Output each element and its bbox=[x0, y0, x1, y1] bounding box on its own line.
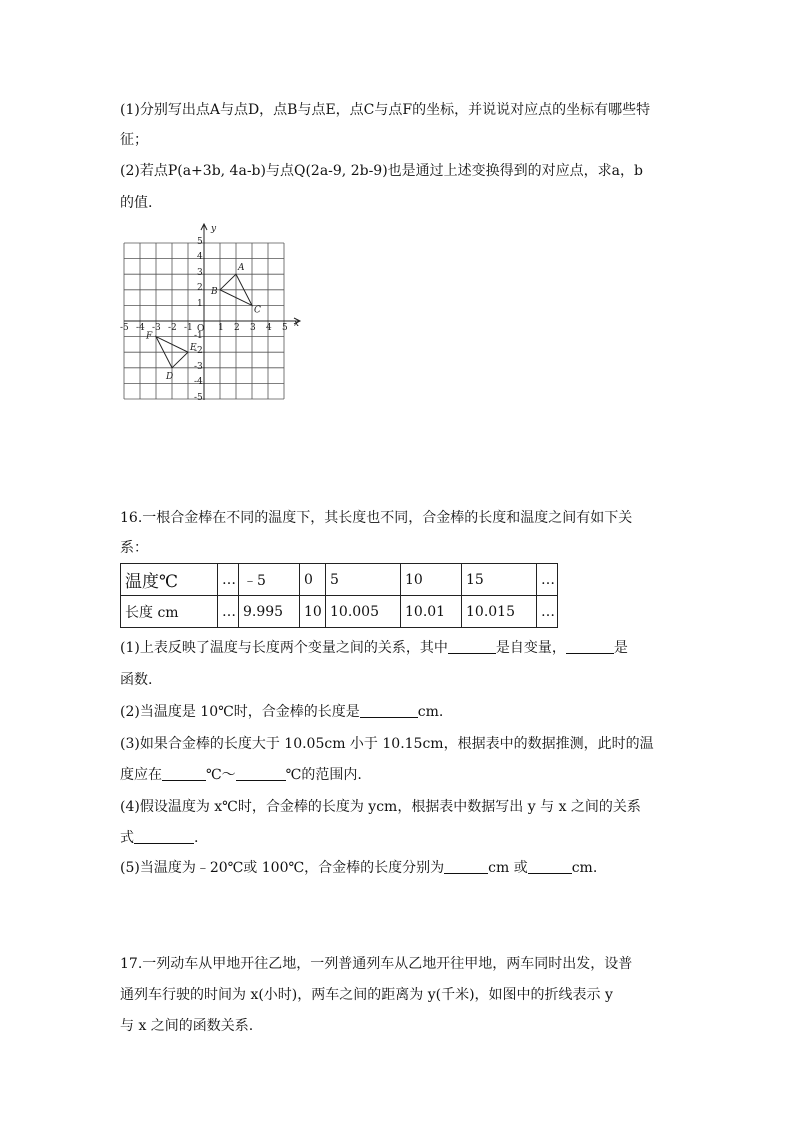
q16-part4-line2 bbox=[120, 828, 198, 848]
q16-part1-text-c: 是 bbox=[613, 640, 628, 656]
q16-part3-line2 bbox=[120, 765, 362, 785]
point-c-label: C bbox=[254, 305, 261, 316]
q16-part1-line2: 函数. bbox=[120, 672, 153, 688]
table-cell: 10 bbox=[401, 564, 462, 596]
q17-line2: 通列车行驶的时间为 x(小时)，两车之间的距离为 y(千米)，如图中的折线表示 y bbox=[120, 987, 613, 1003]
y-tick: 4 bbox=[197, 252, 203, 262]
q15-part2-line1: (2)若点P(a+3b, 4a-b)与点Q(2a-9, 2b-9)也是通过上述变换得到的对应点，求a，b bbox=[120, 163, 643, 179]
table-cell: 0 bbox=[300, 564, 326, 596]
y-tick: -4 bbox=[194, 377, 203, 387]
point-d-label: D bbox=[166, 371, 174, 382]
q15-part2-line2: 的值. bbox=[120, 195, 153, 211]
x-tick: 4 bbox=[266, 323, 272, 333]
x-tick: -4 bbox=[136, 323, 145, 333]
q16-part4-line1: (4)假设温度为 x℃时，合金棒的长度为 ycm，根据表中数据写出 y 与 x 之间的关系 bbox=[120, 799, 641, 815]
q16-part3-text-a: 度应在 bbox=[120, 767, 162, 783]
q16-part3-text-c: ℃的范围内. bbox=[285, 767, 362, 783]
q17-line1: 17.一列动车从甲地开往乙地，一列普通列车从乙地开往甲地，两车同时出发，设普 bbox=[120, 956, 633, 972]
answer-blank[interactable] bbox=[134, 829, 194, 844]
x-tick: 5 bbox=[282, 323, 288, 333]
table-row bbox=[121, 564, 558, 596]
table-cell: ﹣5 bbox=[239, 564, 300, 596]
y-tick: 3 bbox=[197, 268, 203, 278]
table-row bbox=[121, 596, 558, 628]
answer-blank[interactable] bbox=[444, 859, 488, 874]
answer-blank[interactable] bbox=[236, 766, 286, 781]
q16-part3-text-b: ℃～ bbox=[206, 767, 236, 783]
axes bbox=[124, 224, 300, 400]
coordinate-grid-figure bbox=[118, 222, 302, 404]
x-tick: -1 bbox=[184, 323, 193, 333]
answer-blank[interactable] bbox=[566, 639, 614, 654]
temperature-length-table bbox=[120, 563, 558, 628]
q16-part4-text-b: . bbox=[194, 830, 199, 846]
table-cell: 长度 cm bbox=[121, 596, 218, 628]
origin-label: O bbox=[197, 324, 205, 334]
x-tick: -3 bbox=[152, 323, 161, 333]
q16-part2-text-b: cm. bbox=[417, 704, 444, 720]
y-tick: -1 bbox=[194, 331, 203, 341]
point-a-label: A bbox=[238, 263, 245, 274]
point-f-label: F bbox=[146, 331, 153, 342]
point-b-label: B bbox=[211, 286, 218, 297]
q16-part1-text-a: (1)上表反映了温度与长度两个变量之间的关系，其中 bbox=[120, 640, 448, 656]
y-tick: 5 bbox=[197, 237, 203, 247]
table-cell: … bbox=[218, 596, 239, 628]
q16-part1-line1 bbox=[120, 638, 628, 658]
x-tick: -2 bbox=[168, 323, 177, 333]
y-tick: 1 bbox=[197, 299, 203, 309]
q16-part4-text-a: 式 bbox=[120, 830, 134, 846]
answer-blank[interactable] bbox=[528, 859, 572, 874]
table-cell: … bbox=[218, 564, 239, 596]
y-tick: -2 bbox=[194, 346, 203, 356]
x-tick: -5 bbox=[120, 323, 129, 333]
table-cell: 温度℃ bbox=[121, 564, 218, 596]
answer-blank[interactable] bbox=[162, 766, 206, 781]
table-cell: … bbox=[537, 564, 558, 596]
q16-part5-line bbox=[120, 858, 597, 878]
table-cell: 9.995 bbox=[239, 596, 300, 628]
y-axis-label: y bbox=[211, 224, 217, 234]
q16-intro-line1: 16.一根合金棒在不同的温度下，其长度也不同，合金棒的长度和温度之间有如下关 bbox=[120, 510, 633, 526]
q15-part1-line2: 征； bbox=[120, 132, 148, 148]
q16-part2-text-a: (2)当温度是 10℃时，合金棒的长度是 bbox=[120, 704, 360, 720]
table-cell: 10.01 bbox=[401, 596, 462, 628]
table-cell: 10.005 bbox=[326, 596, 401, 628]
q16-part3-line1: (3)如果合金棒的长度大于 10.05cm 小于 10.15cm，根据表中的数据推测，此时的温 bbox=[120, 736, 654, 752]
q16-part1-text-b: 是自变量， bbox=[495, 640, 566, 656]
x-tick: 1 bbox=[218, 323, 224, 333]
q17-line3: 与 x 之间的函数关系. bbox=[120, 1018, 254, 1034]
table-cell: 10.015 bbox=[462, 596, 537, 628]
x-axis-label: x bbox=[294, 319, 300, 329]
q16-intro-line2: 系： bbox=[120, 540, 148, 556]
answer-blank[interactable] bbox=[360, 703, 418, 718]
q16-part2-line bbox=[120, 702, 443, 722]
q15-part1-line1: (1)分别写出点A与点D，点B与点E，点C与点F的坐标，并说说对应点的坐标有哪些特 bbox=[120, 102, 651, 118]
table-cell: … bbox=[537, 596, 558, 628]
x-tick: 2 bbox=[234, 323, 240, 333]
q16-part5-text-b: cm 或 bbox=[488, 860, 528, 876]
y-tick: 2 bbox=[197, 283, 203, 293]
y-tick: -3 bbox=[194, 362, 203, 372]
q16-part5-text-a: (5)当温度为﹣20℃或 100℃，合金棒的长度分别为 bbox=[120, 860, 445, 876]
y-tick: -5 bbox=[194, 393, 203, 403]
point-e-label: E bbox=[190, 343, 197, 354]
table-cell: 5 bbox=[326, 564, 401, 596]
table-cell: 15 bbox=[462, 564, 537, 596]
x-tick: 3 bbox=[250, 323, 256, 333]
table-cell: 10 bbox=[300, 596, 326, 628]
answer-blank[interactable] bbox=[448, 639, 496, 654]
q16-part5-text-c: cm. bbox=[571, 860, 598, 876]
